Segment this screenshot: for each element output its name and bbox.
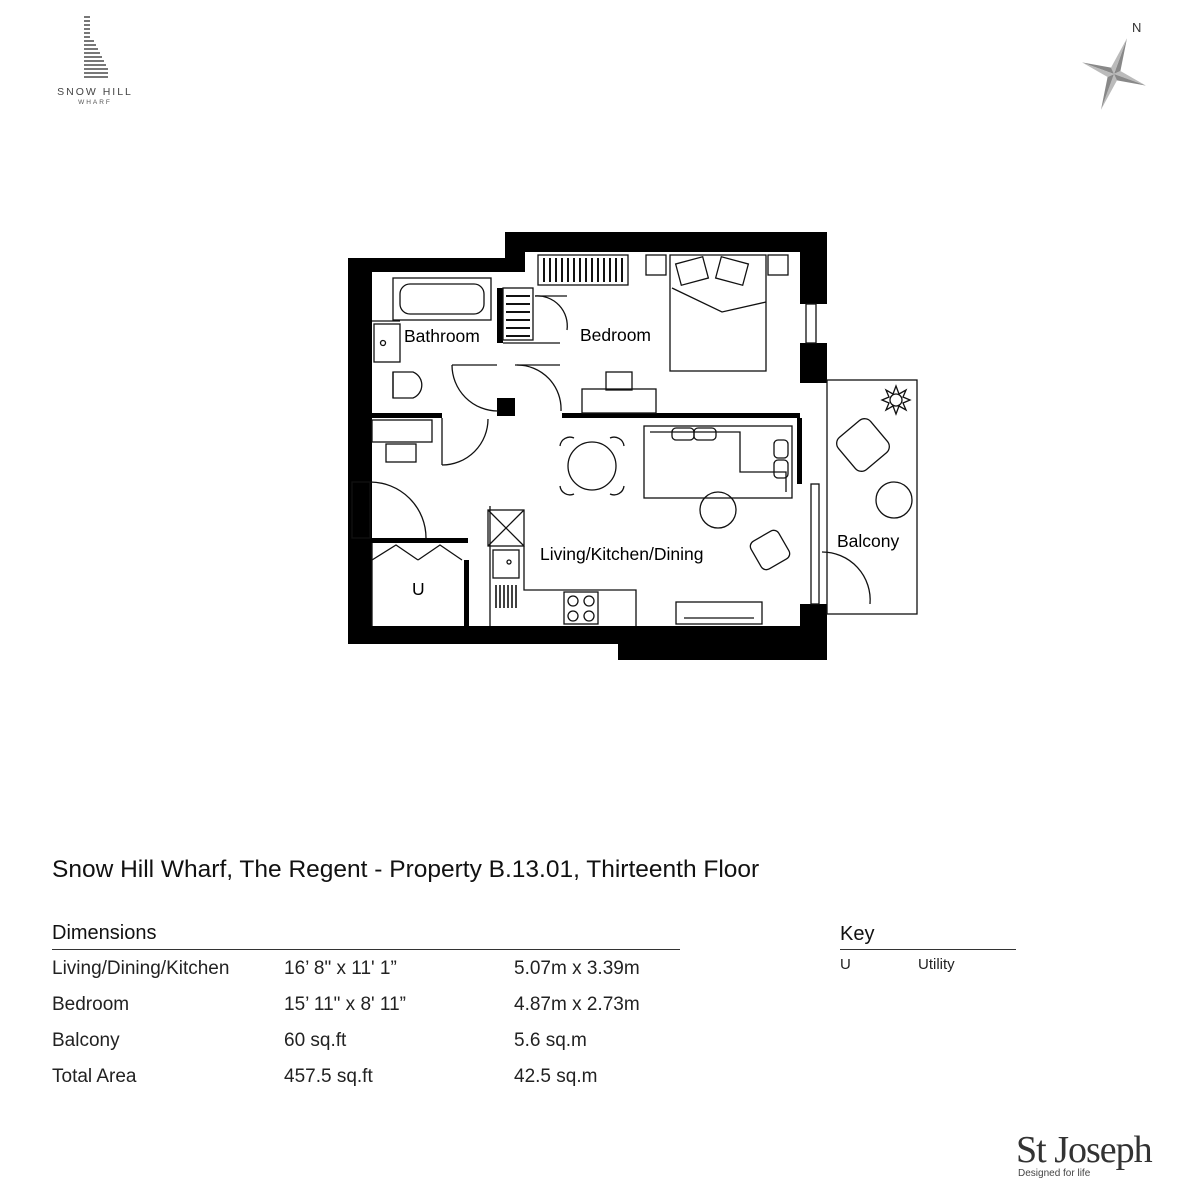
dimension-room: Balcony bbox=[52, 1030, 120, 1051]
room-label-living-kitchen-dining: Living/Kitchen/Dining bbox=[540, 544, 704, 564]
floor-plan bbox=[340, 225, 930, 665]
logo-subtitle: WHARF bbox=[78, 99, 112, 106]
dimension-imperial: 16’ 8" x 11' 1” bbox=[284, 958, 397, 979]
compass-icon bbox=[1076, 16, 1152, 112]
brand-logo: St Joseph bbox=[1016, 1129, 1152, 1171]
dimension-row-bedroom bbox=[52, 994, 692, 1020]
room-label-bathroom: Bathroom bbox=[404, 326, 480, 346]
snow-hill-logo-icon bbox=[80, 16, 110, 80]
dimension-row-living bbox=[52, 958, 692, 984]
key-meaning: Utility bbox=[918, 956, 955, 973]
dimension-row-total bbox=[52, 1066, 692, 1092]
room-label-utility: U bbox=[412, 579, 425, 599]
key-code: U bbox=[840, 956, 851, 973]
brand-tagline: Designed for life bbox=[1018, 1168, 1091, 1179]
page-title: Snow Hill Wharf, The Regent - Property B.13.01, Thirteenth Floor bbox=[52, 856, 760, 883]
dimension-imperial: 60 sq.ft bbox=[284, 1030, 347, 1051]
room-label-bedroom: Bedroom bbox=[580, 325, 652, 345]
dimension-imperial: 457.5 sq.ft bbox=[284, 1066, 373, 1087]
dimension-row-balcony bbox=[52, 1030, 692, 1056]
dimensions-divider bbox=[52, 949, 680, 950]
dimension-room: Bedroom bbox=[52, 994, 130, 1015]
key-heading: Key bbox=[840, 923, 875, 945]
dimension-room: Total Area bbox=[52, 1066, 137, 1087]
dimension-imperial: 15’ 11" x 8' 11” bbox=[284, 994, 406, 1015]
key-divider bbox=[840, 949, 1016, 950]
north-label: N bbox=[1132, 20, 1142, 35]
dimension-metric: 5.07m x 3.39m bbox=[514, 958, 640, 979]
dimension-room: Living/Dining/Kitchen bbox=[52, 958, 230, 979]
dimension-metric: 4.87m x 2.73m bbox=[514, 994, 640, 1015]
room-label-balcony: Balcony bbox=[837, 531, 900, 551]
dimension-metric: 5.6 sq.m bbox=[514, 1030, 587, 1051]
logo-name: SNOW HILL bbox=[57, 86, 133, 98]
dimension-metric: 42.5 sq.m bbox=[514, 1066, 598, 1087]
dimensions-heading: Dimensions bbox=[52, 922, 157, 944]
